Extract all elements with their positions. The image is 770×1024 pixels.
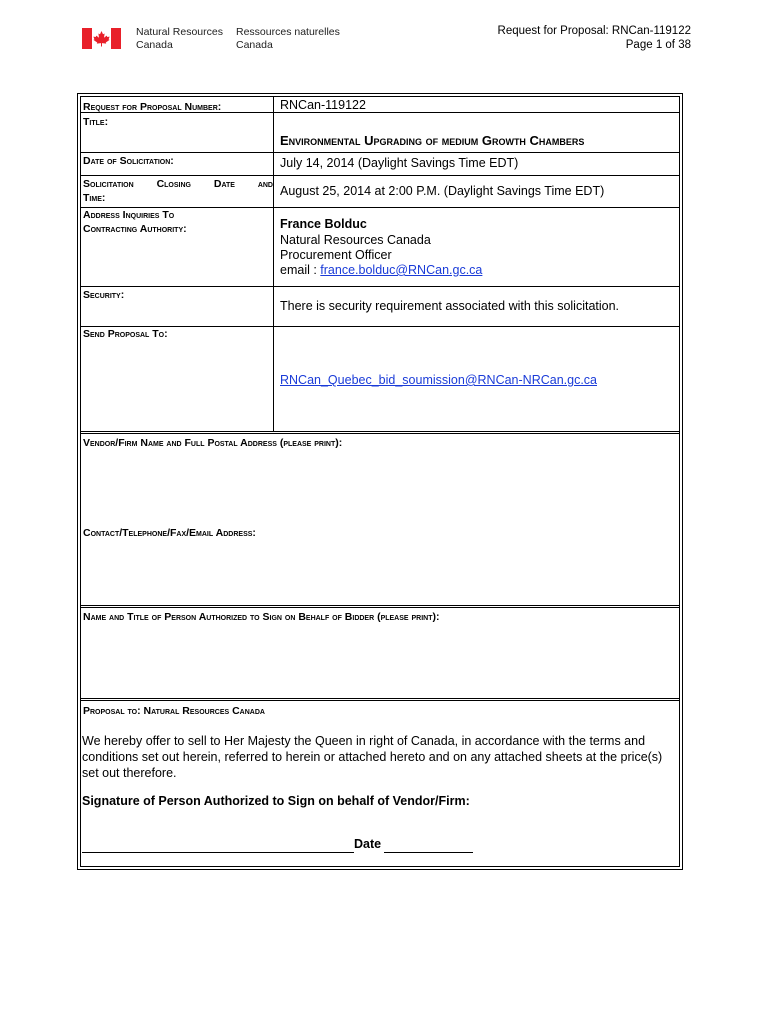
date-line[interactable] [384,852,473,853]
dept-fr-line2: Canada [236,39,273,51]
signer-label: Name and Title of Person Authorized to Sign on Behalf of Bidder (please print): [83,611,440,623]
page-number: Page 1 of 38 [625,39,691,51]
title-label: Title: [83,116,109,128]
contact-role: Procurement Officer [280,248,392,262]
signature-line[interactable] [82,852,354,853]
proposal-to-label: Proposal to: Natural Resources Canada [83,705,265,717]
dept-en-line2: Canada [136,39,173,51]
send-proposal-email-link[interactable]: RNCan_Quebec_bid_soumission@RNCan-NRCan.gc.ca [280,373,597,387]
divider [81,286,679,287]
divider [81,207,679,208]
dept-fr-line1: Ressources naturelles [236,26,340,38]
closing-label-line2: Time: [83,192,106,204]
page-header-right [498,24,691,52]
canada-flag-logo [82,28,121,49]
divider [81,152,679,153]
contact-org: Natural Resources Canada [280,233,431,247]
dept-en-line1: Natural Resources [136,26,223,38]
section-divider [81,698,679,701]
title-value: Environmental Upgrading of medium Growth Chambers [280,133,585,148]
contact-name: France Bolduc [280,217,367,231]
section-divider [81,605,679,608]
rfp-number-value: RNCan-119122 [280,98,366,112]
date-label: Date of Solicitation: [83,155,174,167]
closing-label-line1: Solicitation Closing Date and [83,178,273,190]
rfp-number-label: Request for Proposal Number: [83,101,222,113]
email-prefix: email : [280,263,321,277]
date-field-label: Date [354,837,382,851]
inquiries-label-line2: Contracting Authority: [83,223,187,235]
divider [81,326,679,327]
security-value: There is security requirement associated with this solicitation. [280,299,620,313]
contact-email-line [280,263,482,278]
offer-text: We hereby offer to sell to Her Majesty the Queen in right of Canada, in accordance with the terms and conditions set out herein, referred to herein or attached hereto and on any attached sheets at the price(s) set out therefore. [82,734,663,780]
contact-info-label: Contact/Telephone/Fax/Email Address: [83,527,256,539]
date-value: July 14, 2014 (Daylight Savings Time EDT) [280,156,519,170]
department-name-en [136,26,223,52]
department-name-fr [236,26,340,52]
security-label: Security: [83,289,125,301]
rfp-reference: Request for Proposal: RNCan-119122 [497,25,691,37]
send-proposal-label: Send Proposal To: [83,328,168,340]
inquiries-label-line1: Address Inquiries To [83,209,175,221]
contact-email-link[interactable]: france.bolduc@RNCan.gc.ca [320,263,483,277]
column-divider [273,97,274,432]
closing-value: August 25, 2014 at 2:00 P.M. (Daylight Savings Time EDT) [280,184,605,198]
solicitation-form [80,96,680,867]
divider [81,175,679,176]
signature-label: Signature of Person Authorized to Sign on behalf of Vendor/Firm: [82,794,470,808]
section-divider [81,431,679,434]
vendor-label: Vendor/Firm Name and Full Postal Address (please print): [83,437,343,449]
